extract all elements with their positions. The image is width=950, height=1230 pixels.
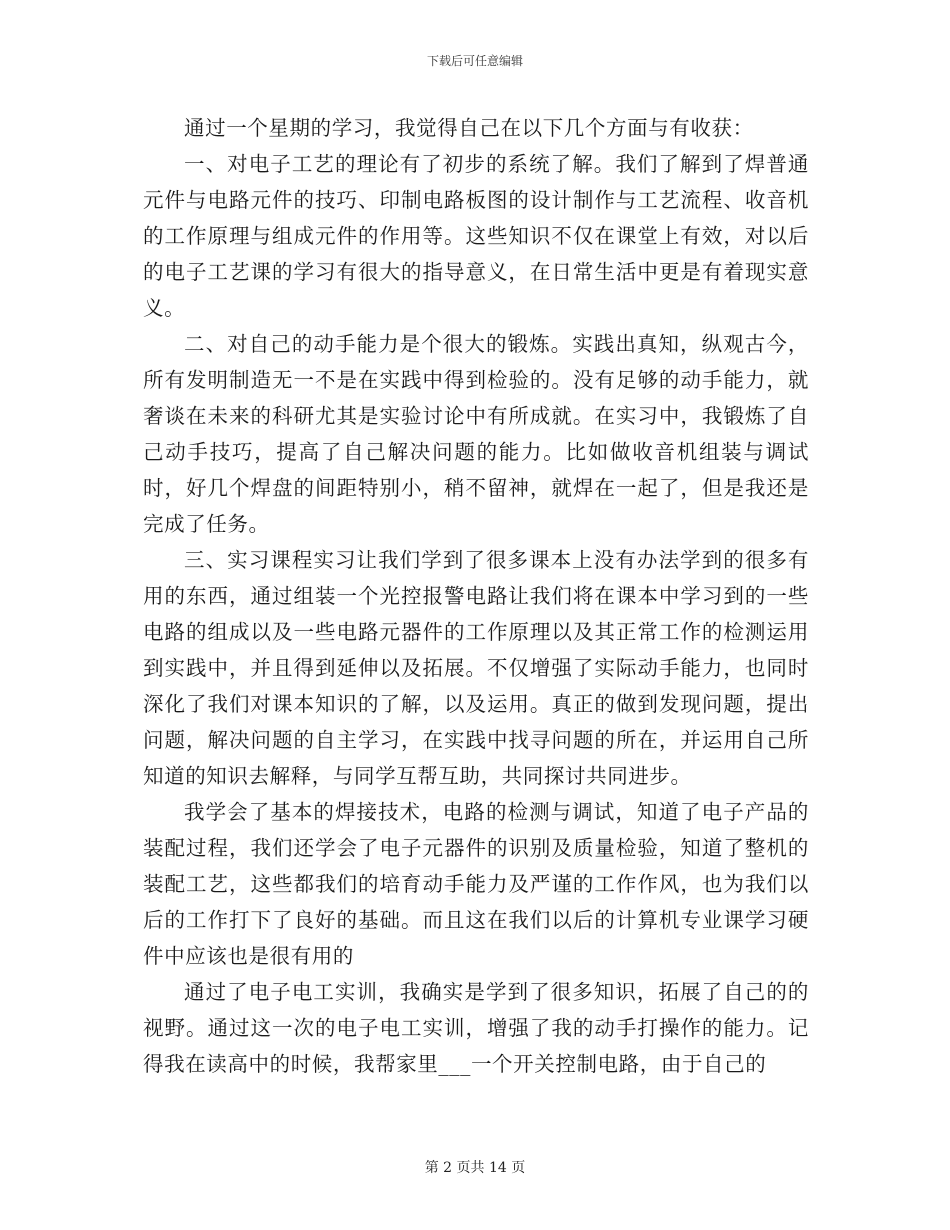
paragraph-point-2: 二、对自己的动手能力是个很大的锻炼。实践出真知，纵观古今，所有发明制造无一不是在实践中得到检验的。没有足够的动手能力，就奢谈在未来的科研尤其是实验讨论中有所成就。在实习中，我锻炼了自己动手技巧，提高了自己解决问题的能力。比如做收音机组装与调试时，好几个焊盘的间距特别小，稍不留神，就焊在一起了，但是我还是完成了任务。 (143, 332, 809, 536)
page-number: 第 2 页共 14 页 (424, 1160, 526, 1176)
paragraph-skills: 我学会了基本的焊接技术，电路的检测与调试，知道了电子产品的装配过程，我们还学会了电子元器件的识别及质量检验，知道了整机的装配工艺，这些都我们的培育动手能力及严谨的工作作风，也为我们以后的工作打下了良好的基础。而且这在我们以后的计算机专业课学习硬件中应该也是很有用的 (143, 800, 809, 968)
page-header: 下载后可任意编辑 (426, 54, 523, 68)
paragraph-point-1: 一、对电子工艺的理论有了初步的系统了解。我们了解到了焊普通元件与电路元件的技巧、印制电路板图的设计制作与工艺流程、收音机的工作原理与组成元件的作用等。这些知识不仅在课堂上有效，对以后的电子工艺课的学习有很大的指导意义，在日常生活中更是有着现实意义。 (143, 152, 809, 320)
paragraph-training: 通过了电子电工实训，我确实是学到了很多知识，拓展了自己的的视野。通过这一次的电子电工实训，增强了我的动手打操作的能力。记得我在读高中的时候，我帮家里___一个开关控制电路，由于自己的 (143, 980, 809, 1076)
document-body (143, 110, 809, 1082)
paragraph-intro: 通过一个星期的学习，我觉得自己在以下几个方面与有收获： (184, 116, 754, 140)
paragraph-point-3: 三、实习课程实习让我们学到了很多课本上没有办法学到的很多有用的东西，通过组装一个光控报警电路让我们将在课本中学习到的一些电路的组成以及一些电路元器件的工作原理以及其正常工作的检测运用到实践中，并且得到延伸以及拓展。不仅增强了实际动手能力，也同时深化了我们对课本知识的了解，以及运用。真正的做到发现问题，提出问题，解决问题的自主学习，在实践中找寻问题的所在，并运用自己所知道的知识去解释，与同学互帮互助，共同探讨共同进步。 (143, 548, 809, 788)
